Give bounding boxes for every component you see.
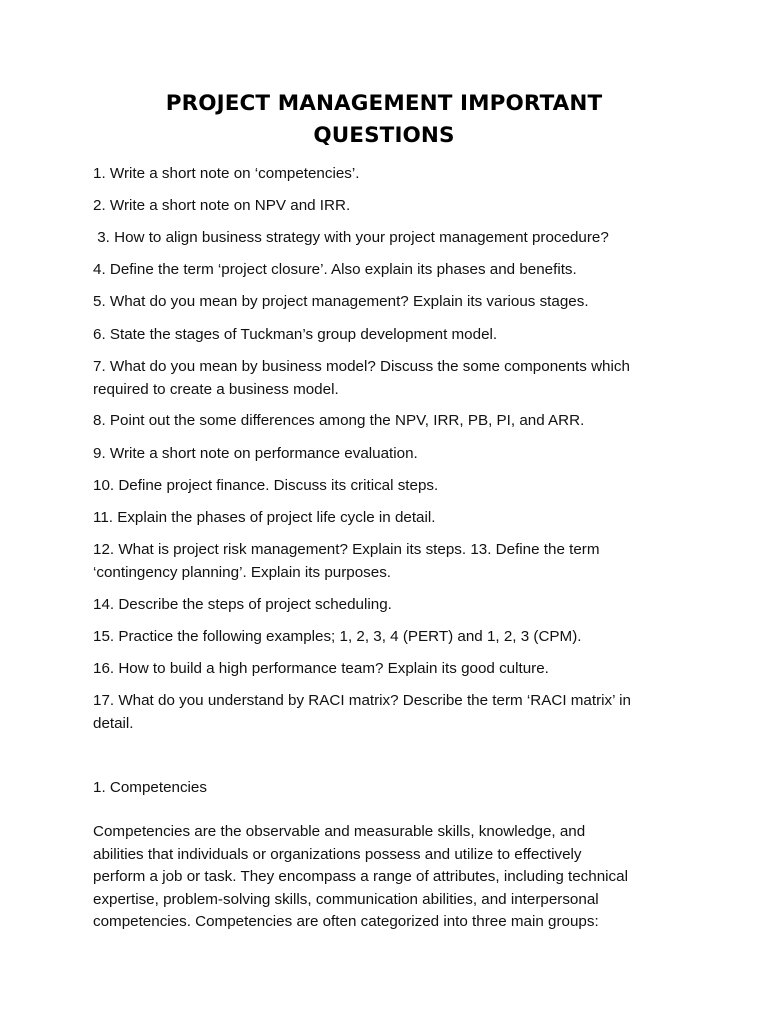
question-item-15 xyxy=(93,626,693,649)
paragraph-line: Competencies are the observable and measurable skills, knowledge, and xyxy=(93,823,586,840)
question-line: 11. Explain the phases of project life cycle in detail. xyxy=(93,509,436,526)
question-line: 10. Define project finance. Discuss its critical steps. xyxy=(93,477,439,494)
question-line: detail. xyxy=(93,714,134,732)
question-line: 1. Write a short note on ‘competencies’. xyxy=(93,165,360,182)
question-line: 8. Point out the some differences among the NPV, IRR, PB, PI, and ARR. xyxy=(93,412,585,429)
question-item-16 xyxy=(93,658,693,681)
question-line: 15. Practice the following examples; 1, 2, 3, 4 (PERT) and 1, 2, 3 (CPM). xyxy=(93,628,582,645)
question-line: 16. How to build a high performance team? Explain its good culture. xyxy=(93,660,549,677)
question-line: 2. Write a short note on NPV and IRR. xyxy=(93,197,351,214)
question-item-2 xyxy=(93,195,693,218)
question-line: 5. What do you mean by project management? Explain its various stages. xyxy=(93,293,589,310)
question-item-9 xyxy=(93,443,693,466)
paragraph-line: expertise, problem-solving skills, communication abilities, and interpersonal xyxy=(93,890,599,908)
question-item-11 xyxy=(93,507,693,530)
question-line: 12. What is project risk management? Explain its steps. 13. Define the term xyxy=(93,541,600,558)
question-item-6 xyxy=(93,324,693,347)
question-item-7 xyxy=(93,356,693,401)
question-line: 3. How to align business strategy with your project management procedure? xyxy=(93,229,609,246)
question-line: 7. What do you mean by business model? Discuss the some components which xyxy=(93,358,630,375)
question-item-17 xyxy=(93,690,693,735)
question-item-3 xyxy=(93,227,693,250)
question-line: 9. Write a short note on performance evaluation. xyxy=(93,445,418,462)
question-item-1 xyxy=(93,163,693,186)
question-line: ‘contingency planning’. Explain its purposes. xyxy=(93,563,392,581)
page-title-line-1: PROJECT MANAGEMENT IMPORTANT xyxy=(165,91,603,116)
paragraph-line: abilities that individuals or organizations possess and utilize to effectively xyxy=(93,845,582,863)
question-line: required to create a business model. xyxy=(93,380,339,398)
question-item-12 xyxy=(93,539,693,584)
page-title-line-2: QUESTIONS xyxy=(313,123,455,148)
question-line: 6. State the stages of Tuckman’s group development model. xyxy=(93,326,498,343)
question-line: 14. Describe the steps of project scheduling. xyxy=(93,596,392,613)
question-item-14 xyxy=(93,594,693,617)
body-paragraph xyxy=(93,821,693,934)
question-item-5 xyxy=(93,291,693,314)
question-item-10 xyxy=(93,475,693,498)
question-line: 17. What do you understand by RACI matrix? Describe the term ‘RACI matrix’ in xyxy=(93,692,631,709)
paragraph-line: perform a job or task. They encompass a range of attributes, including technical xyxy=(93,868,628,885)
paragraph-line: competencies. Competencies are often categorized into three main groups: xyxy=(93,913,599,930)
question-item-4 xyxy=(93,259,693,282)
section-heading: 1. Competencies xyxy=(93,779,207,796)
question-line: 4. Define the term ‘project closure’. Also explain its phases and benefits. xyxy=(93,261,577,278)
question-item-8 xyxy=(93,410,693,433)
